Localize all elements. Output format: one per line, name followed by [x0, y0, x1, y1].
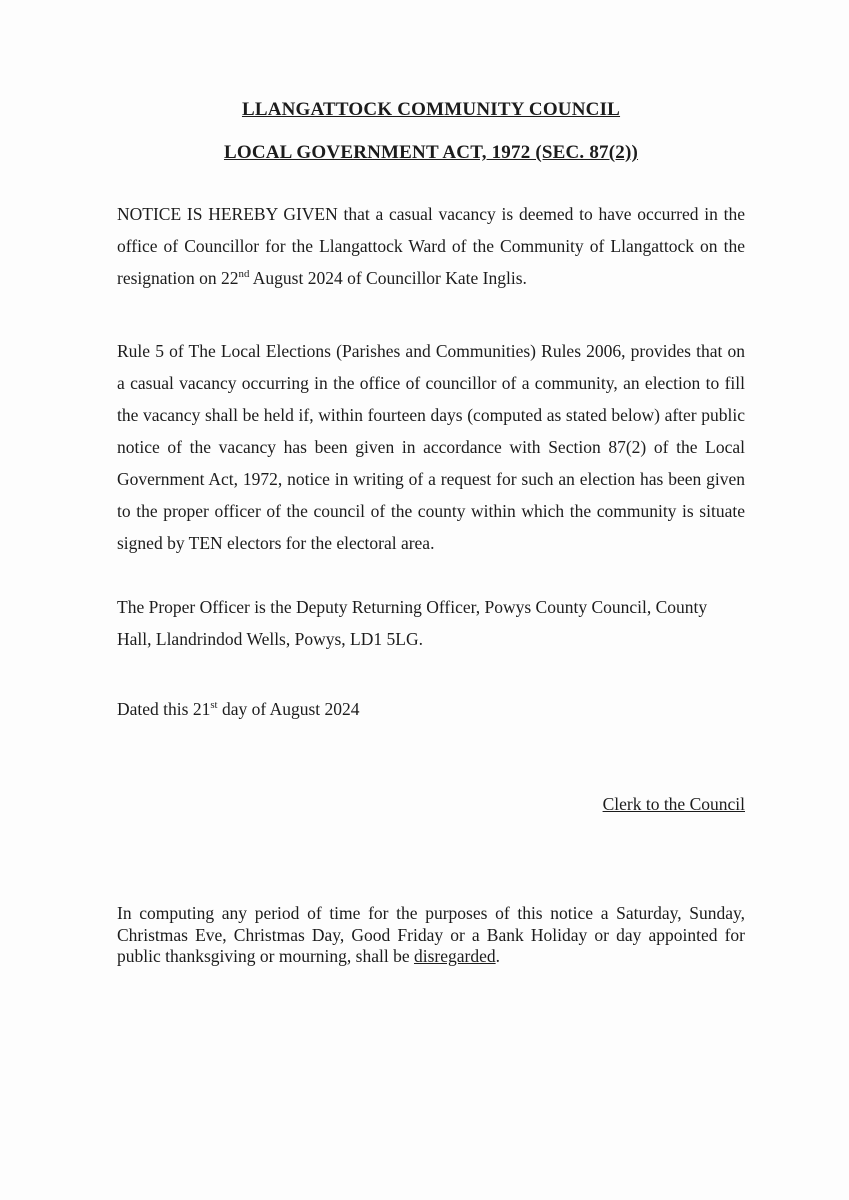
clerk-signature-text: Clerk to the Council: [602, 794, 745, 814]
clerk-signature-line: [117, 788, 745, 820]
notice-paragraph: [117, 198, 745, 294]
notice-paragraph-text: NOTICE IS HEREBY GIVEN that a casual vacancy is deemed to have occurred in the office of Councillor for the Llangattock Ward of the Community of Llangattock on the resignation on 22: [117, 204, 745, 288]
notice-paragraph-text-end: August 2024 of Councillor Kate Inglis.: [249, 268, 527, 288]
superscript-ordinal-st: st: [210, 699, 218, 712]
superscript-ordinal-nd: nd: [238, 268, 250, 281]
dated-line: [117, 693, 745, 725]
proper-officer-paragraph: The Proper Officer is the Deputy Returning Officer, Powys County Council, County Hall, Llandrindod Wells, Powys, LD1 5LG.: [117, 597, 708, 649]
computing-paragraph: [117, 903, 745, 968]
computing-paragraph-text-end: .: [495, 946, 500, 966]
underlined-word-disregarded: disregarded: [413, 946, 496, 966]
dated-line-text-end: day of August 2024: [217, 699, 360, 719]
dated-line-text: Dated this 21: [117, 699, 211, 719]
computing-paragraph-text: In computing any period of time for the purposes of this notice a Saturday, Sunday, Christmas Eve, Christmas Day, Good Friday or a Bank Holiday or day appointed for public thanksgiving or mourning, shall be: [117, 903, 745, 966]
rule-paragraph: Rule 5 of The Local Elections (Parishes and Communities) Rules 2006, provides that on a casual vacancy occurring in the office of councillor of a community, an election to fill the vacancy shall be held if, within fourteen days (computed as stated below) after public notice of the vacancy has been given in accordance with Section 87(2) of the Local Government Act, 1972, notice in writing of a request for such an election has been given to the proper officer of the council of the county within which the community is situate signed by TEN electors for the electoral area.: [117, 341, 745, 553]
act-subtitle: LOCAL GOVERNMENT ACT, 1972 (SEC. 87(2)): [223, 142, 639, 163]
document-title: LLANGATTOCK COMMUNITY COUNCIL: [241, 99, 621, 120]
